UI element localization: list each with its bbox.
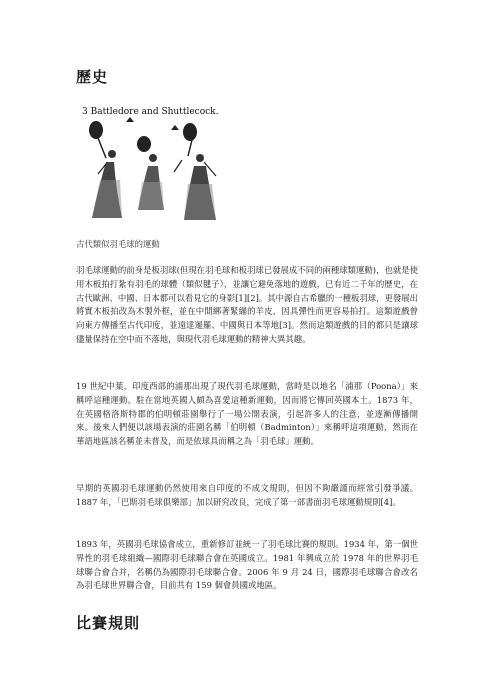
figure-caption: 古代類似羽毛球的運動 [76,239,160,249]
history-paragraph-4: 1893 年，英國羽毛球協會成立，重新修訂並統一了羽毛球比賽的規則。1934 年，第一個世界性的羽毛球組織—國際羽毛球聯合會在英國成立。1981 年興成立於 1978 年的世界羽毛球聯合會合并，名稱仍為國際羽毛球聯合會。2006 年 9 月 24 日，國際羽毛球聯合會改名為羽毛球世界聯合會，目前共有 159 個會員國或地區。 [76,539,418,591]
section-heading-history: 歷史 [76,68,109,86]
illustration-caption-text: 3 Battledore and Shuttlecock. [82,107,219,117]
battledore-illustration [76,100,228,232]
history-paragraph-1: 羽毛球運動的前身是板羽球(但現在羽毛球和板羽球已發展成不同的兩種球類運動)，也就是使用木板拍打紮有羽毛的球體（類似毽子），並讓它避免落地的遊戲，已有近二千年的歷史，在古代歐洲、中國、日本都可以看見它的身影[1][2]。其中源自古希臘的一種板羽球，更發展出將實木板拍改為木製外框，並在中間綁著緊繃的羊皮，因具彈性而更容易拍打。這類遊戲曾向東方傳播至古代印度，並遠達暹羅、中國與日本等地[3]。然而這類遊戲的目的都只是讓球儘量保持在空中而不落地，與現代羽毛球運動的精神大異其趣。 [76,265,418,344]
section-heading-rules: 比賽規則 [76,614,141,632]
history-paragraph-2: 19 世紀中葉，印度西部的浦那出現了現代羽毛球運動，當時是以地名「浦那（Poona）」來稱呼這種運動。駐在當地英國人頗為喜愛這種新運動，因而將它傳回英國本土。1873 年，在英國格洛斯特郡的伯明頓莊園舉行了一場公開表演，引起許多人的注意，並逐漸傳播開來。後來人們便以該場表演的莊園名稱「伯明頓（Badminton）」來稱呼這項運動，然而在華語地區該名稱並未普及，而是依球具而稱之為「羽毛球」運動。 [76,381,418,447]
history-paragraph-3: 早期的英國羽毛球運動仍然使用來自印度的不成文規則，但因不夠嚴謹而經常引發爭議。1887 年，「巴斯羽毛球俱樂部」加以研究改良，完成了第一部書面羽毛球運動規則[4]。 [76,483,418,507]
illustration-drawing [76,100,228,232]
